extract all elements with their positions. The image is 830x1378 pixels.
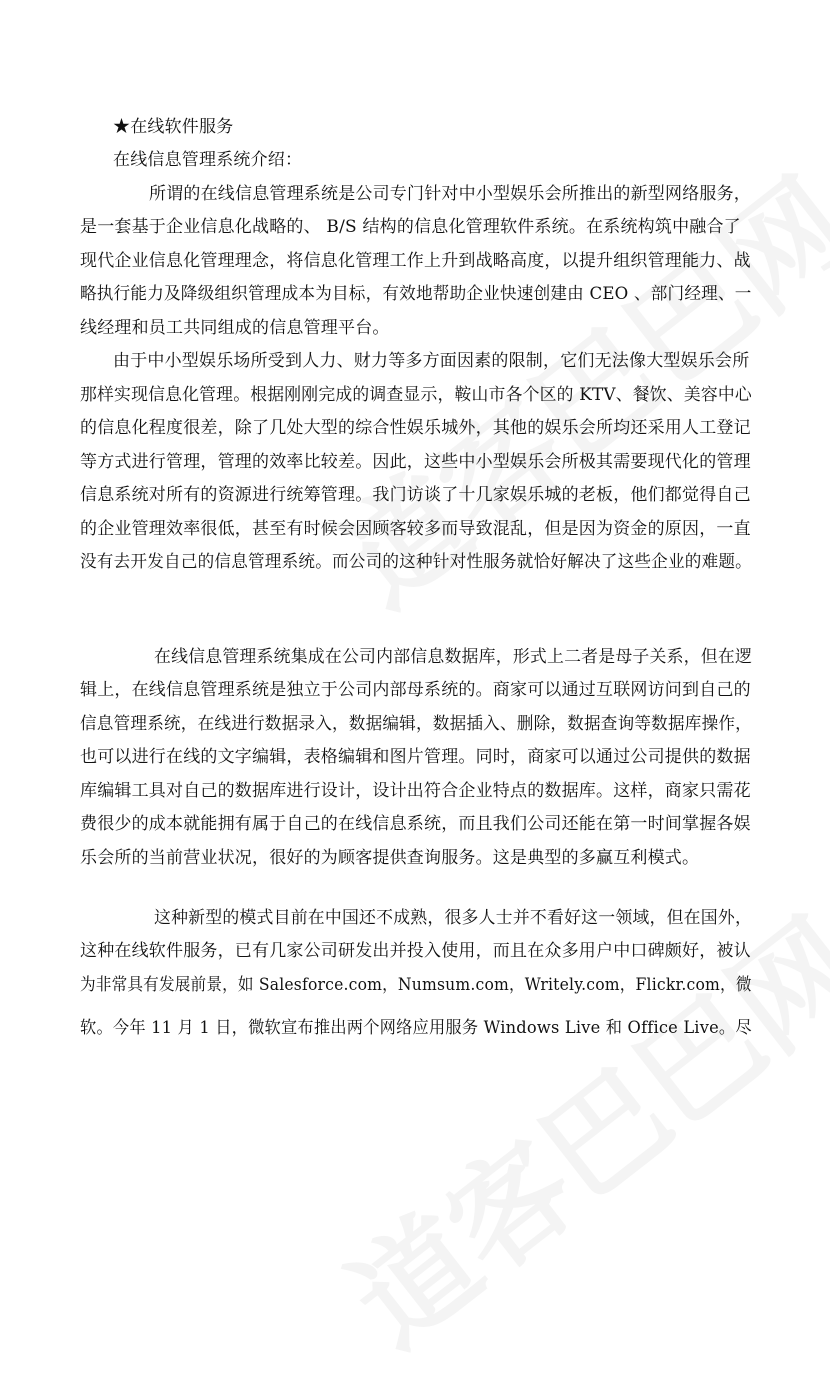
- paragraph-line: 辑上，在线信息管理系统是独立于公司内部母系统的。商家可以通过互联网访问到自己的: [80, 680, 751, 700]
- paragraph-line: 没有去开发自己的信息管理系统。而公司的这种针对性服务就恰好解决了这些企业的难题。: [80, 552, 752, 572]
- paragraph-line: 等方式进行管理，管理的效率比较差。因此，这些中小型娱乐会所极其需要现代化的管理: [80, 452, 751, 472]
- paragraph-line: 线经理和员工共同组成的信息管理平台。: [80, 318, 390, 338]
- paragraph-line: 那样实现信息化管理。根据刚刚完成的调查显示，鞍山市各个区的 KTV、餐饮、美容中心: [80, 385, 752, 405]
- paragraph-line: 所谓的在线信息管理系统是公司专门针对中小型娱乐会所推出的新型网络服务，: [149, 184, 751, 204]
- paragraph-line: 现代企业信息化管理理念，将信息化管理工作上升到战略高度，以提升组织管理能力、战: [80, 251, 751, 271]
- paragraph-line: 信息管理系统，在线进行数据录入，数据编辑，数据插入、删除，数据查询等数据库操作，: [80, 714, 752, 734]
- paragraph-line: 信息系统对所有的资源进行统筹管理。我门访谈了十几家娱乐城的老板，他们都觉得自己: [80, 485, 751, 505]
- paragraph-line: 这种在线软件服务，已有几家公司研发出并投入使用，而且在众多用户中口碑颇好，被认: [80, 941, 751, 961]
- paragraph-line: 这种新型的模式目前在中国还不成熟，很多人士并不看好这一领域，但在国外，: [154, 908, 753, 928]
- paragraph-line: 的企业管理效率很低，甚至有时候会因顾客较多而导致混乱，但是因为资金的原因，一直: [80, 519, 751, 539]
- paragraph-line: 乐会所的当前营业状况，很好的为顾客提供查询服务。这是典型的多赢互利模式。: [80, 848, 700, 868]
- sub-heading: 在线信息管理系统介绍：: [113, 150, 303, 170]
- paragraph-line: 的信息化程度很差，除了几处大型的综合性娱乐城外，其他的娱乐会所均还采用人工登记: [80, 418, 751, 438]
- paragraph-line: 在线信息管理系统集成在公司内部信息数据库，形式上二者是母子关系，但在逻: [154, 647, 753, 667]
- paragraph-line: 略执行能力及降级组织管理成本为目标，有效地帮助企业快速创建由 CEO 、部门经理、一: [80, 284, 752, 304]
- paragraph-line: 由于中小型娱乐场所受到人力、财力等多方面因素的限制，它们无法像大型娱乐会所: [113, 351, 750, 371]
- paragraph-line: 也可以进行在线的文字编辑，表格编辑和图片管理。同时，商家可以通过公司提供的数据: [80, 747, 751, 767]
- section-heading: ★在线软件服务: [113, 117, 234, 137]
- paragraph-line: 库编辑工具对自己的数据库进行设计，设计出符合企业特点的数据库。这样，商家只需花: [80, 781, 751, 801]
- paragraph-line: 是一套基于企业信息化战略的、 B/S 结构的信息化管理软件系统。在系统构筑中融合了: [80, 217, 741, 237]
- paragraph-line: 费很少的成本就能拥有属于自己的在线信息系统，而且我们公司还能在第一时间掌握各娱: [80, 814, 751, 834]
- paragraph-line: 为非常具有发展前景，如 Salesforce.com，Numsum.com，Writely.com，Flickr.com，微: [80, 975, 752, 995]
- paragraph-line: 软。今年 11 月 1 日，微软宣布推出两个网络应用服务 Windows Live 和 Office Live。尽: [80, 1018, 752, 1038]
